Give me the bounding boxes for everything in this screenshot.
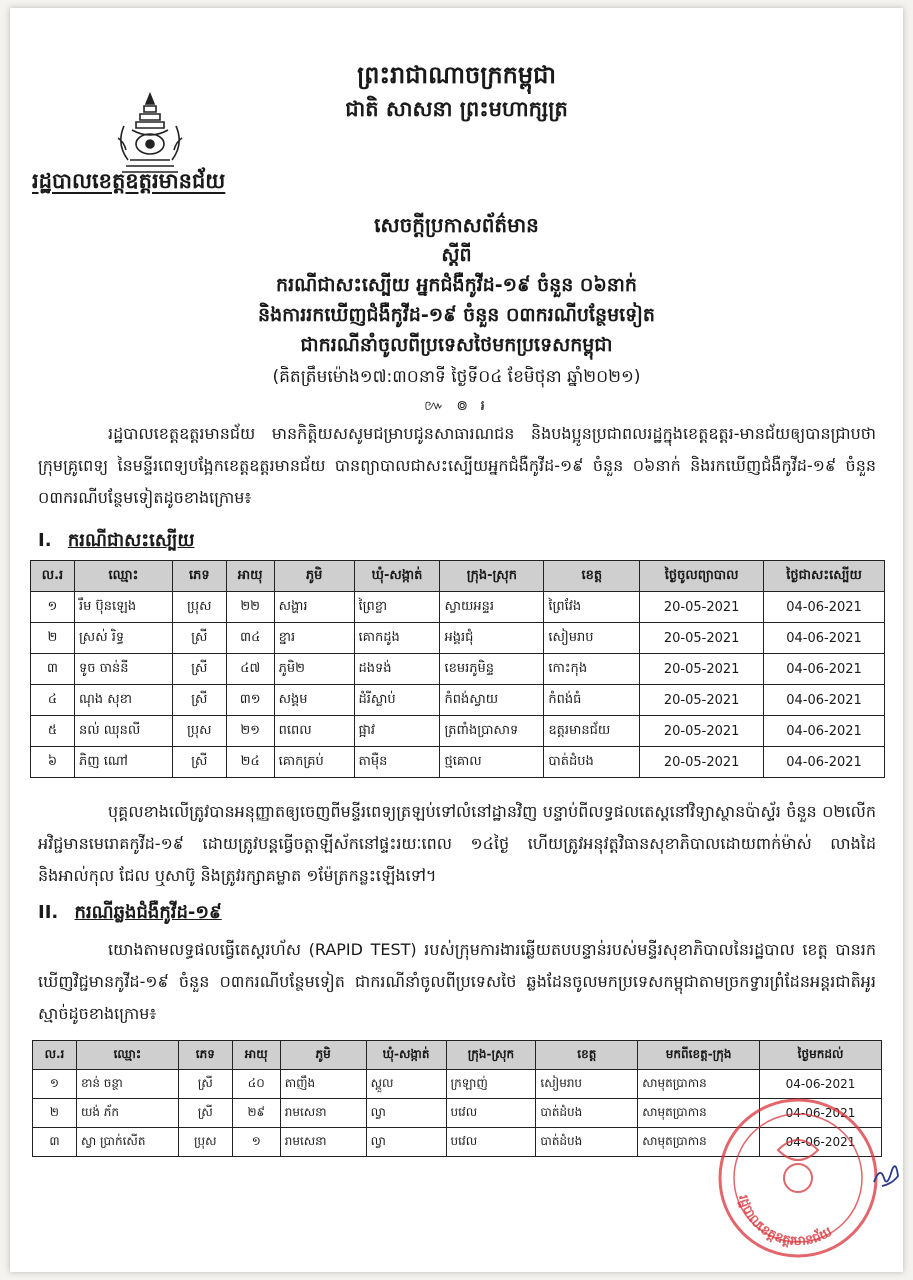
table-cell: 04-06-2021 [764, 716, 885, 747]
document-page [10, 8, 903, 1272]
column-header: ភូមិ [280, 1041, 366, 1070]
table-cell: ស្ពួល [366, 1070, 446, 1099]
table-cell: កំពង់ធំ [544, 685, 640, 716]
column-header: ឈ្មោះ [74, 561, 172, 592]
table-cell: ១ [31, 592, 75, 623]
table-cell: រាមសេនា [280, 1099, 366, 1128]
table-header-row [33, 1041, 882, 1070]
doc-date: (គិតត្រឹមម៉ោង១៧:៣០នាទី ថ្ងៃទី០៤ ខែមិថុនា ឆ្នាំ២០២១) [272, 367, 641, 387]
column-header: ឃុំ-សង្កាត់ [366, 1041, 446, 1070]
table-row [31, 685, 885, 716]
table-cell: រឹម ប៊ុនឡេង [74, 592, 172, 623]
release-paragraph: បុគ្គលខាងលើត្រូវបានអនុញ្ញាតឲ្យចេញពីមន្ទីរពេទ្យត្រឡប់ទៅលំនៅដ្ឋានវិញ បន្ទាប់ពីលទ្ធផលតេស្តនៅវិទ្យាស្ថានប៉ាស្ទ័រ ចំនួន ០២លើក អវិជ្ជមានមេរោគកូវីដ-១៩ ដោយត្រូវបន្តធ្វើចត្តាឡីស័កនៅផ្ទះរយៈពេល ១៤ថ្ងៃ ហើយត្រូវអនុវត្តវិធានសុខាភិបាលដោយពាក់ម៉ាស់ លាងដៃ និងអាល់កុល ជែល ឬសាប៊ូ និងត្រូវរក្សាគម្លាត ១ម៉ែត្រកន្លះឡើងទៅ។ [38, 802, 876, 885]
intro-paragraph: រដ្ឋបាលខេត្តឧត្តរមានជ័យ មានកិត្តិយសសូមជម្រាបជូនសាធារណជន និងបងប្អូនប្រជាពលរដ្ឋក្នុងខេត្តឧត្តរ-មានជ័យឲ្យបានជ្រាបថា ក្រុមគ្រូពេទ្យ នៃមន្ទីរពេទ្យបង្អែកខេត្តឧត្តរមានជ័យ បានព្យាបាលជាសះស្បើយអ្នកជំងឺកូវីដ-១៩ ចំនួន ០៦នាក់ និងរកឃើញជំងឺកូវីដ-១៩ ចំនួន ០៣ករណីបន្ថែមទៀតដូចខាងក្រោម៖ [38, 424, 876, 507]
table-cell: 04-06-2021 [760, 1128, 882, 1157]
table-cell: ត្រពាំងប្រាសាទ [440, 716, 544, 747]
table-cell: ២២ [226, 592, 274, 623]
table-cell: សាមុតប្រាកាន [638, 1070, 760, 1099]
table-cell: ផ្អាវ [354, 716, 440, 747]
table-cell: ខាន់ ចន្ថា [76, 1070, 178, 1099]
column-header: ក្រុង-ស្រុក [446, 1041, 536, 1070]
table-row [31, 623, 885, 654]
new-cases-paragraph: យោងតាមលទ្ធផលធ្វើតេស្តរហ័ស (RAPID TEST) របស់ក្រុមការងារឆ្លើយតបបន្ទាន់របស់មន្ទីរសុខាភិបាលនៃរដ្ឋបាល ខេត្ត បានរកឃើញវិជ្ជមានកូវីដ-១៩ ចំនួន ០៣ករណីបន្ថែមទៀត ជាករណីនាំចូលពីប្រទេសថៃ ឆ្លងដែនចូលមកប្រទេសកម្ពុជាតាមច្រកទ្វារព្រំដែនអន្តរជាតិអូរស្មាច់ដូចខាងក្រោម៖ [38, 940, 876, 1023]
table-cell: ទូច ចាន់នី [74, 654, 172, 685]
column-header: ឈ្មោះ [76, 1041, 178, 1070]
table-cell: សង្គម [274, 685, 354, 716]
column-header: អាយុ [232, 1041, 280, 1070]
table-cell: ថ្មគោល [440, 747, 544, 778]
table-cell: សង្ហារ [274, 592, 354, 623]
table-cell: 20-05-2021 [640, 592, 764, 623]
table-cell: ប្រុស [172, 592, 226, 623]
table-cell: ៤ [31, 685, 75, 716]
table-header-row [31, 561, 885, 592]
table-cell: 04-06-2021 [764, 685, 885, 716]
table-cell: ឧត្តរមានជ័យ [544, 716, 640, 747]
table-cell: 20-05-2021 [640, 685, 764, 716]
table-cell: ក្រឡាញ់ [446, 1070, 536, 1099]
table-cell: បាត់ដំបង [536, 1128, 638, 1157]
table-cell: ៦ [31, 747, 75, 778]
seal-text: រដ្ឋបាលខេត្តឧត្តរមានជ័យ [735, 1193, 835, 1250]
table-cell: ភិញ ណៅ [74, 747, 172, 778]
table-cell: ស្រី [178, 1070, 232, 1099]
table-cell: នល់ ឈុនលី [74, 716, 172, 747]
section-1-number: I. [38, 530, 52, 551]
table-cell: ស្រី [172, 747, 226, 778]
table-cell: ២៤ [226, 747, 274, 778]
table-cell: ដងទង់ [354, 654, 440, 685]
table-cell: ៥ [31, 716, 75, 747]
table-cell: ស្រី [172, 685, 226, 716]
table-cell: ២ [33, 1099, 77, 1128]
column-header: ថ្ងៃជាសះស្បើយ [764, 561, 885, 592]
table-cell: បវេល [446, 1099, 536, 1128]
table-cell: ល្វា [366, 1128, 446, 1157]
table-cell: 04-06-2021 [764, 747, 885, 778]
column-header: ល.រ [33, 1041, 77, 1070]
table-cell: គោកដូង [354, 623, 440, 654]
section-2-number: II. [38, 902, 59, 923]
column-header: មកពីខេត្ត-ក្រុង [638, 1041, 760, 1070]
table-cell: 04-06-2021 [760, 1070, 882, 1099]
column-header: ភេទ [172, 561, 226, 592]
table-cell: ភូមិ២ [274, 654, 354, 685]
table-cell: ៣ [31, 654, 75, 685]
table-cell: តាម៉ឺន [354, 747, 440, 778]
section-2-heading [38, 900, 222, 927]
table-cell: សាមុតប្រាកាន [638, 1128, 760, 1157]
table-cell: បាត់ដំបង [544, 747, 640, 778]
table-cell: កំពង់ស្វាយ [440, 685, 544, 716]
column-header: ថ្ងៃមកដល់ [760, 1041, 882, 1070]
table-cell: តាញឹង [280, 1070, 366, 1099]
doc-subject-line-2: និងការរកឃើញជំងឺកូវីដ-១៩ ចំនួន ០៣ករណីបន្ថែមទៀត [258, 304, 655, 326]
column-header: ក្រុង-ស្រុក [440, 561, 544, 592]
provincial-administration: រដ្ឋបាលខេត្តឧត្តរមានជ័យ [32, 169, 226, 193]
table-cell: ស្វា ប្រាក់សើត [76, 1128, 178, 1157]
column-header: ខេត្ត [536, 1041, 638, 1070]
table-cell: ប្រុស [178, 1128, 232, 1157]
table-cell: សាមុតប្រាកាន [638, 1099, 760, 1128]
doc-subject-line-3: ជាករណីនាំចូលពីប្រទេសថៃមកប្រទេសកម្ពុជា [300, 334, 613, 356]
ornament: ៚ ៙ ៛ [424, 398, 489, 414]
table-cell: ព្រៃខ្លា [354, 592, 440, 623]
table-cell: ៣១ [226, 685, 274, 716]
table-cell: ស្វាយអន្ទរ [440, 592, 544, 623]
table-cell: ២ [31, 623, 75, 654]
table-cell: 04-06-2021 [764, 654, 885, 685]
table-cell: ស្រី [178, 1099, 232, 1128]
table-cell: អង្គរជុំ [440, 623, 544, 654]
table-cell: 04-06-2021 [760, 1099, 882, 1128]
column-header: អាយុ [226, 561, 274, 592]
table-cell: ស្រី [172, 654, 226, 685]
doc-subject-label: ស្តីពី [441, 244, 472, 266]
table-cell: ៣ [33, 1128, 77, 1157]
table-cell: ៣៤ [226, 623, 274, 654]
table-cell: ស្រី [172, 623, 226, 654]
table-cell: សៀមរាប [544, 623, 640, 654]
table-cell: 04-06-2021 [764, 623, 885, 654]
table-cell: ៤៧ [226, 654, 274, 685]
column-header: ឃុំ-សង្កាត់ [354, 561, 440, 592]
table-cell: បវេល [446, 1128, 536, 1157]
table-cell: កោះកុង [544, 654, 640, 685]
table-row [31, 716, 885, 747]
table-cell: ស្រស់ រិទ្ធ [74, 623, 172, 654]
column-header: ថ្ងៃចូលព្យាបាល [640, 561, 764, 592]
signature-mark [870, 1158, 904, 1194]
table-cell: ខ្នារ [274, 623, 354, 654]
column-header: ភេទ [178, 1041, 232, 1070]
table-row [31, 654, 885, 685]
table-cell: ៤០ [232, 1070, 280, 1099]
section-1-title: ករណីជាសះស្បើយ [67, 530, 195, 551]
table-cell: 20-05-2021 [640, 747, 764, 778]
table-cell: 04-06-2021 [764, 592, 885, 623]
table-cell: 20-05-2021 [640, 716, 764, 747]
table-cell: ដំរីស្លាប់ [354, 685, 440, 716]
table-cell: 20-05-2021 [640, 654, 764, 685]
column-header: ខេត្ត [544, 561, 640, 592]
table-cell: រាមសេនា [280, 1128, 366, 1157]
official-seal-stamp [708, 1090, 888, 1260]
table-cell: បាត់ដំបង [536, 1099, 638, 1128]
table-cell: យង់ ភ័ក [76, 1099, 178, 1128]
kingdom-title: ព្រះរាជាណាចក្រកម្ពុជា [357, 61, 556, 89]
column-header: ល.រ [31, 561, 75, 592]
table-row [31, 747, 885, 778]
doc-subject-line-1: ករណីជាសះស្បើយ អ្នកជំងឺកូវីដ-១៩ ចំនួន ០៦នាក់ [276, 274, 637, 296]
table-cell: សៀមរាប [536, 1070, 638, 1099]
table-cell: ២៩ [232, 1099, 280, 1128]
table-row [31, 592, 885, 623]
table-cell: 20-05-2021 [640, 623, 764, 654]
recovered-cases-table [30, 560, 885, 778]
table-cell: ពពេល [274, 716, 354, 747]
table-cell: ណុង សុខា [74, 685, 172, 716]
table-cell: ព្រៃវែង [544, 592, 640, 623]
doc-title: សេចក្តីប្រកាសព័ត៌មាន [374, 213, 539, 237]
table-cell: គោកគ្រប់ [274, 747, 354, 778]
table-cell: ល្វា [366, 1099, 446, 1128]
national-motto: ជាតិ សាសនា ព្រះមហាក្សត្រ [345, 97, 568, 121]
table-cell: ប្រុស [172, 716, 226, 747]
section-2-title: ករណីឆ្លងជំងឺកូវីដ-១៩ [74, 902, 222, 923]
table-cell: ខេមរភូមិន្ទ [440, 654, 544, 685]
column-header: ភូមិ [274, 561, 354, 592]
section-1-heading [38, 528, 194, 555]
table-cell: ១ [33, 1070, 77, 1099]
royal-emblem-icon [110, 90, 190, 178]
table-cell: ១ [232, 1128, 280, 1157]
table-cell: ២១ [226, 716, 274, 747]
